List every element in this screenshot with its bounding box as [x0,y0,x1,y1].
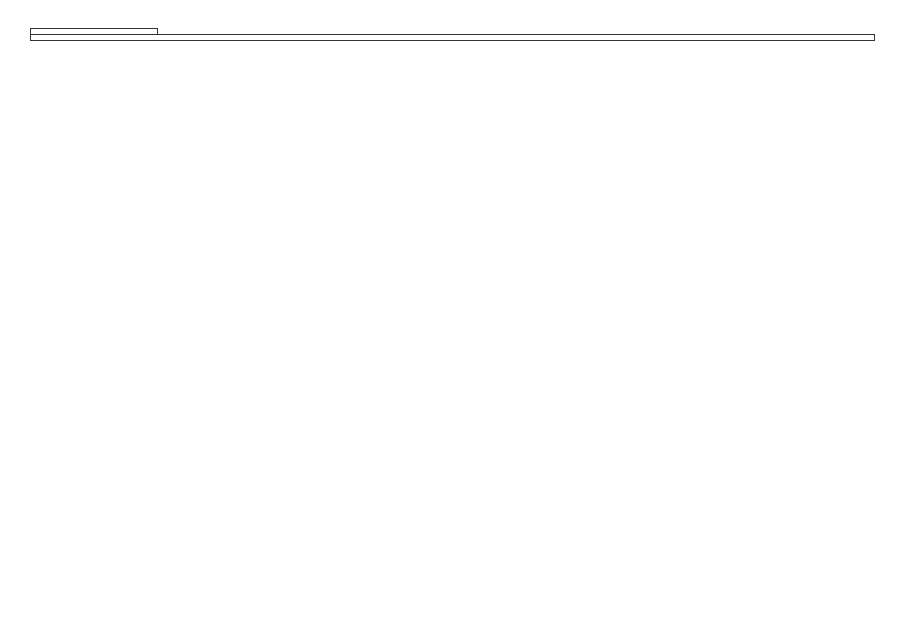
section-header [31,35,875,41]
table-body [31,29,875,41]
register-table [30,28,875,41]
section-header-row [31,35,875,41]
